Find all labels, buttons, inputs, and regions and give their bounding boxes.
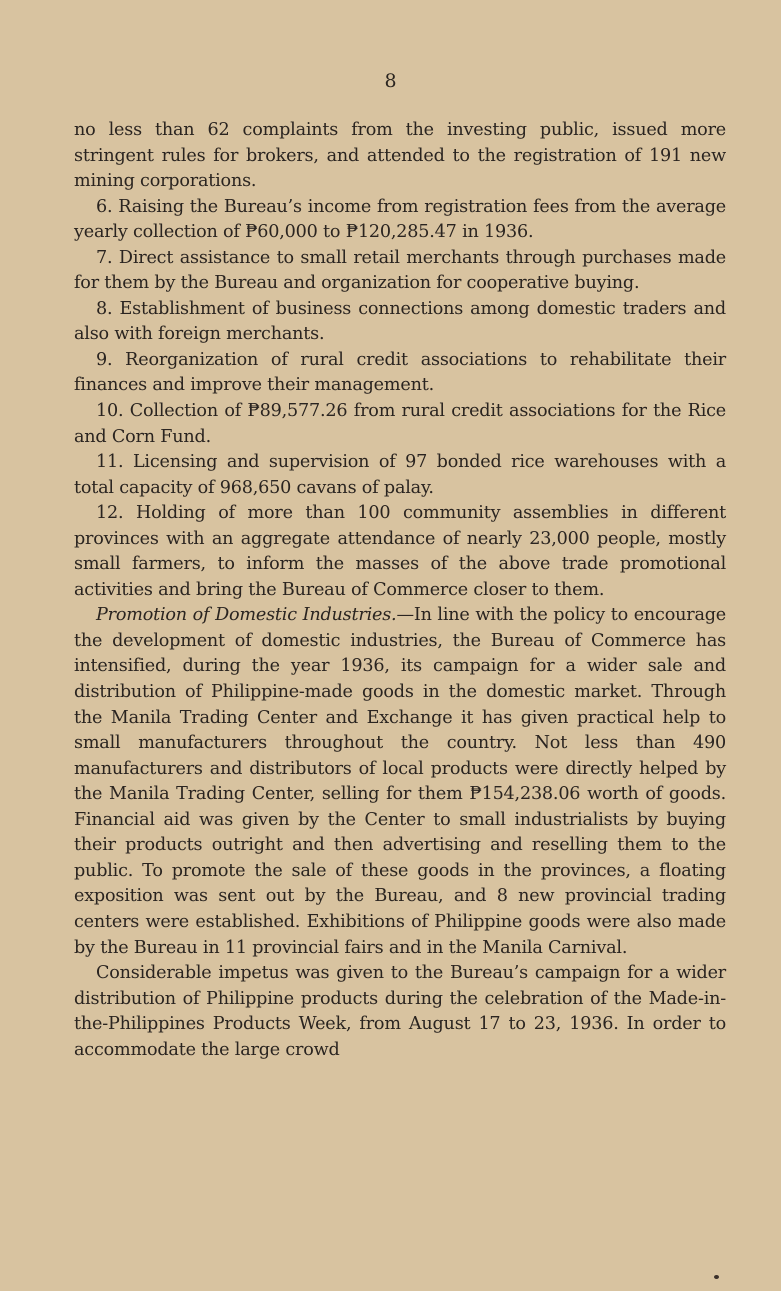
page-number: 8 (384, 70, 397, 92)
paragraph-made-in-philippines-week: Considerable impetus was given to the Bureau’s campaign for a wider distribution of Philippine products during the celebration of the Made-in-the-Philippines Products Week, from August 17 to 23, 1936. In order to accommodate the large crowd (74, 963, 726, 1060)
list-item-11: 11. Licensing and supervision of 97 bonded rice warehouses with a total capacity of 968,650 cavans of palay. (74, 452, 726, 498)
list-item-7: 7. Direct assistance to small retail merchants through purchases made for them by the Bureau and organization for cooperative buying. (74, 247, 726, 294)
list-item-10: 10. Collection of ₱89,577.26 from rural credit associations for the Rice and Corn Fund. (74, 401, 726, 447)
section-heading: Promotion of Domestic Industries. (96, 605, 397, 626)
paper-speck (714, 1275, 719, 1279)
list-item-9: 9. Reorganization of rural credit associations to rehabilitate their finances and improve their management. (74, 349, 726, 396)
section-body: —In line with the policy to encourage the development of domestic industries, the Bureau of Commerce has intensified, during the year 1936, its campaign for a wider sale and distribution of Philippine-made goods in the domestic market. Through the Manila Trading Center and Exchange it has given practical help to small manufacturers throughout the country. Not less than 490 manufacturers and distributors of local products were directly helped by the Manila Trading Center, selling for them ₱154,238.06 worth of goods. Financial aid was given by the Center to small industrialists by buying their products outright and then advertising and reselling them to the public. To promote the sale of these goods in the provinces, a floating exposition was sent out by the Bureau, and 8 new provincial trading centers were established. Exhibitions of Philippine goods were also made by the Bureau in 11 provincial fairs and in the Manila Carnival. (74, 605, 727, 958)
paragraph-continuation: no less than 62 complaints from the investing public, issued more stringent rules for brokers, and attended to the registration of 191 new mining corporations. (74, 120, 726, 192)
list-item-6: 6. Raising the Bureau’s income from registration fees from the average yearly collection of ₱60,000 to ₱120,285.47 in 1936. (74, 196, 726, 243)
list-item-8: 8. Establishment of business connections among domestic traders and also with foreign merchants. (74, 298, 726, 345)
list-item-12: 12. Holding of more than 100 community assemblies in different provinces with an aggregate attendance of nearly 23,000 people, mostly small farmers, to inform the masses of the above trade promotional activities and bring the Bureau of Commerce closer to them. (74, 503, 726, 600)
body-text (74, 118, 726, 1063)
section-promotion-domestic-industries (74, 603, 726, 961)
